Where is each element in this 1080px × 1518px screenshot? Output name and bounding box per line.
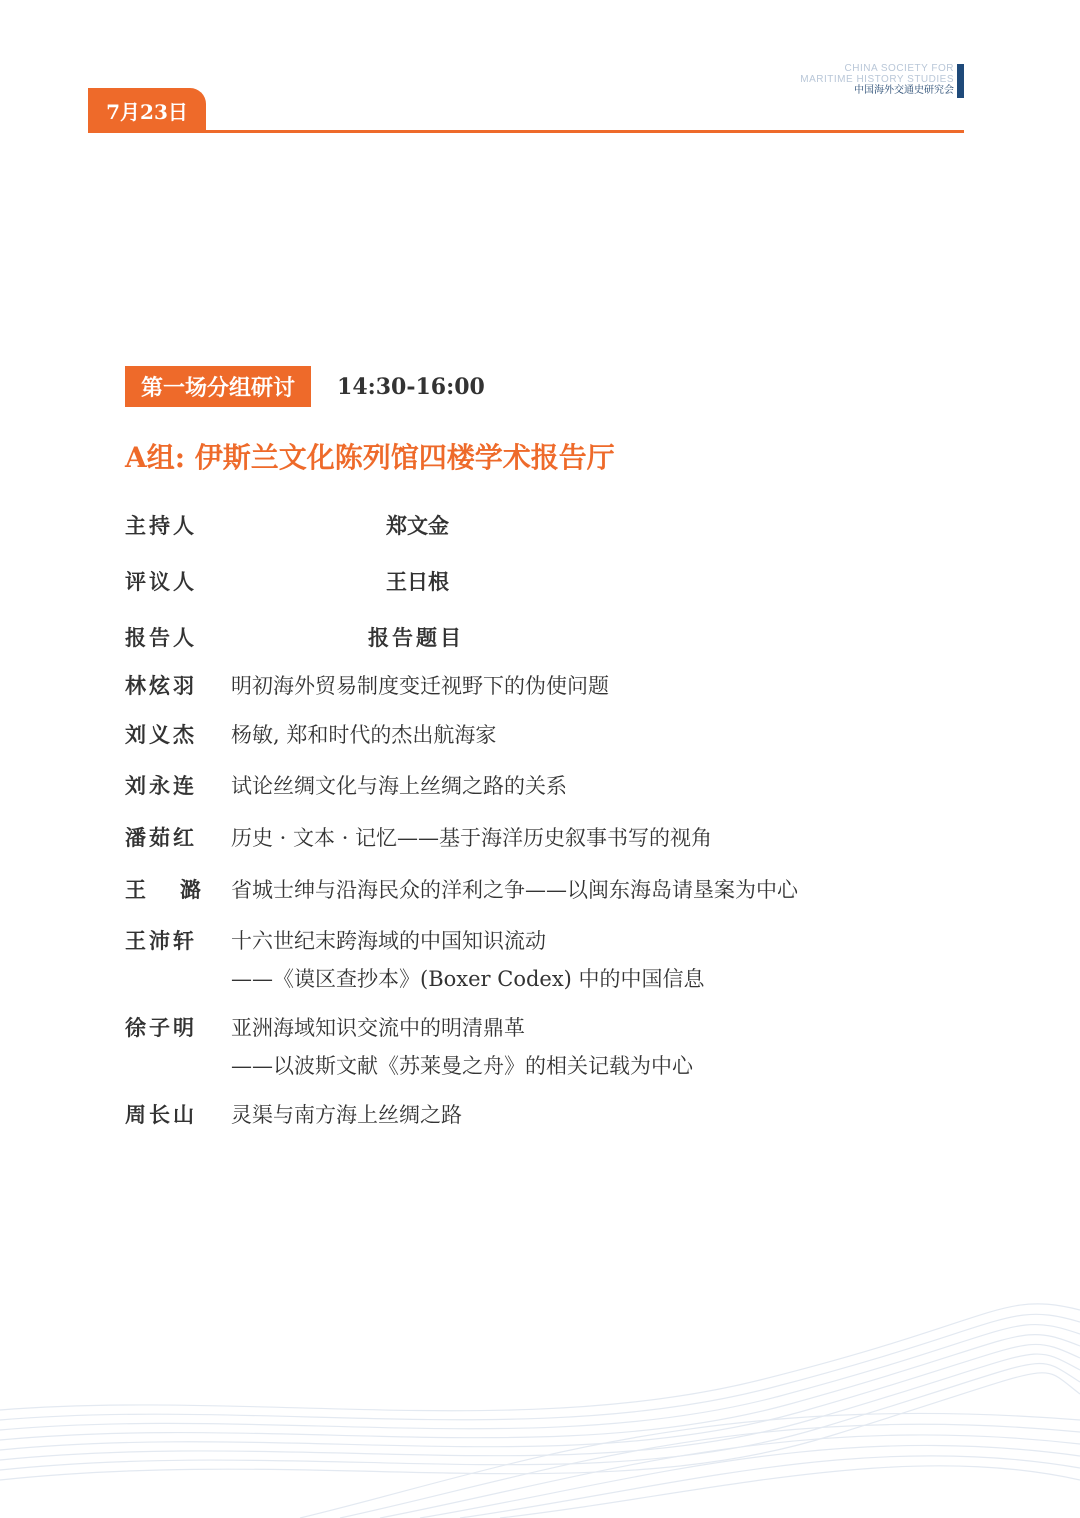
speaker-name-part: 王 (125, 877, 146, 902)
talk-item (125, 667, 985, 705)
host-name: 郑文金 (386, 513, 449, 538)
talk-item (125, 1096, 985, 1134)
speaker-name: 周长山 (125, 1102, 197, 1127)
society-brand (800, 64, 954, 97)
host-label: 主持人 (125, 513, 197, 538)
speaker-name: 刘永连 (125, 773, 197, 798)
session-row (125, 366, 485, 407)
speaker-name: 刘义杰 (125, 722, 197, 747)
brand-chinese: 中国海外交通史研究会 (854, 85, 954, 96)
talk-subtitle: ——《谟区查抄本》(Boxer Codex) 中的中国信息 (231, 967, 705, 991)
reviewer-name: 王日根 (386, 569, 449, 594)
speaker-name (125, 871, 201, 909)
session-time: 14:30-16:00 (337, 373, 485, 400)
group-title: A组: 伊斯兰文化陈列馆四楼学术报告厅 (125, 441, 615, 474)
brand-english-line1: CHINA SOCIETY FOR (844, 63, 954, 74)
talk-item (125, 819, 985, 857)
talk-title: 亚洲海域知识交流中的明清鼎革 (231, 1016, 525, 1040)
brand-bar (957, 64, 964, 98)
talk-item (125, 871, 985, 909)
reviewer-label: 评议人 (125, 569, 197, 594)
date-tab: 7月23日 (88, 88, 206, 132)
reporter-label: 报告人 (125, 625, 197, 650)
talk-title: 试论丝绸文化与海上丝绸之路的关系 (231, 774, 567, 798)
brand-english-line2: MARITIME HISTORY STUDIES (800, 73, 954, 85)
topic-label: 报告题目 (368, 625, 464, 650)
speaker-name: 潘茹红 (125, 825, 197, 850)
speaker-name-part: 潞 (180, 877, 201, 902)
header-rule (88, 130, 964, 133)
talk-title: 历史 · 文本 · 记忆——基于海洋历史叙事书写的视角 (231, 826, 713, 850)
talk-title: 省城士绅与沿海民众的洋利之争——以闽东海岛请垦案为中心 (231, 878, 798, 902)
talk-title: 杨敏, 郑和时代的杰出航海家 (231, 723, 497, 747)
talk-title: 明初海外贸易制度变迁视野下的伪使问题 (231, 674, 609, 698)
talk-title: 灵渠与南方海上丝绸之路 (231, 1103, 462, 1127)
speaker-name: 王沛轩 (125, 928, 197, 953)
talk-title: 十六世纪末跨海域的中国知识流动 (231, 929, 546, 953)
talk-item (125, 922, 985, 998)
session-badge: 第一场分组研讨 (125, 366, 311, 407)
speaker-name: 徐子明 (125, 1015, 197, 1040)
decorative-waves (0, 1270, 1080, 1518)
talk-item (125, 767, 985, 805)
talk-item (125, 716, 985, 754)
talk-subtitle: ——以波斯文献《苏莱曼之舟》的相关记载为中心 (231, 1054, 693, 1078)
speaker-name: 林炫羽 (125, 673, 197, 698)
talk-item (125, 1009, 985, 1085)
